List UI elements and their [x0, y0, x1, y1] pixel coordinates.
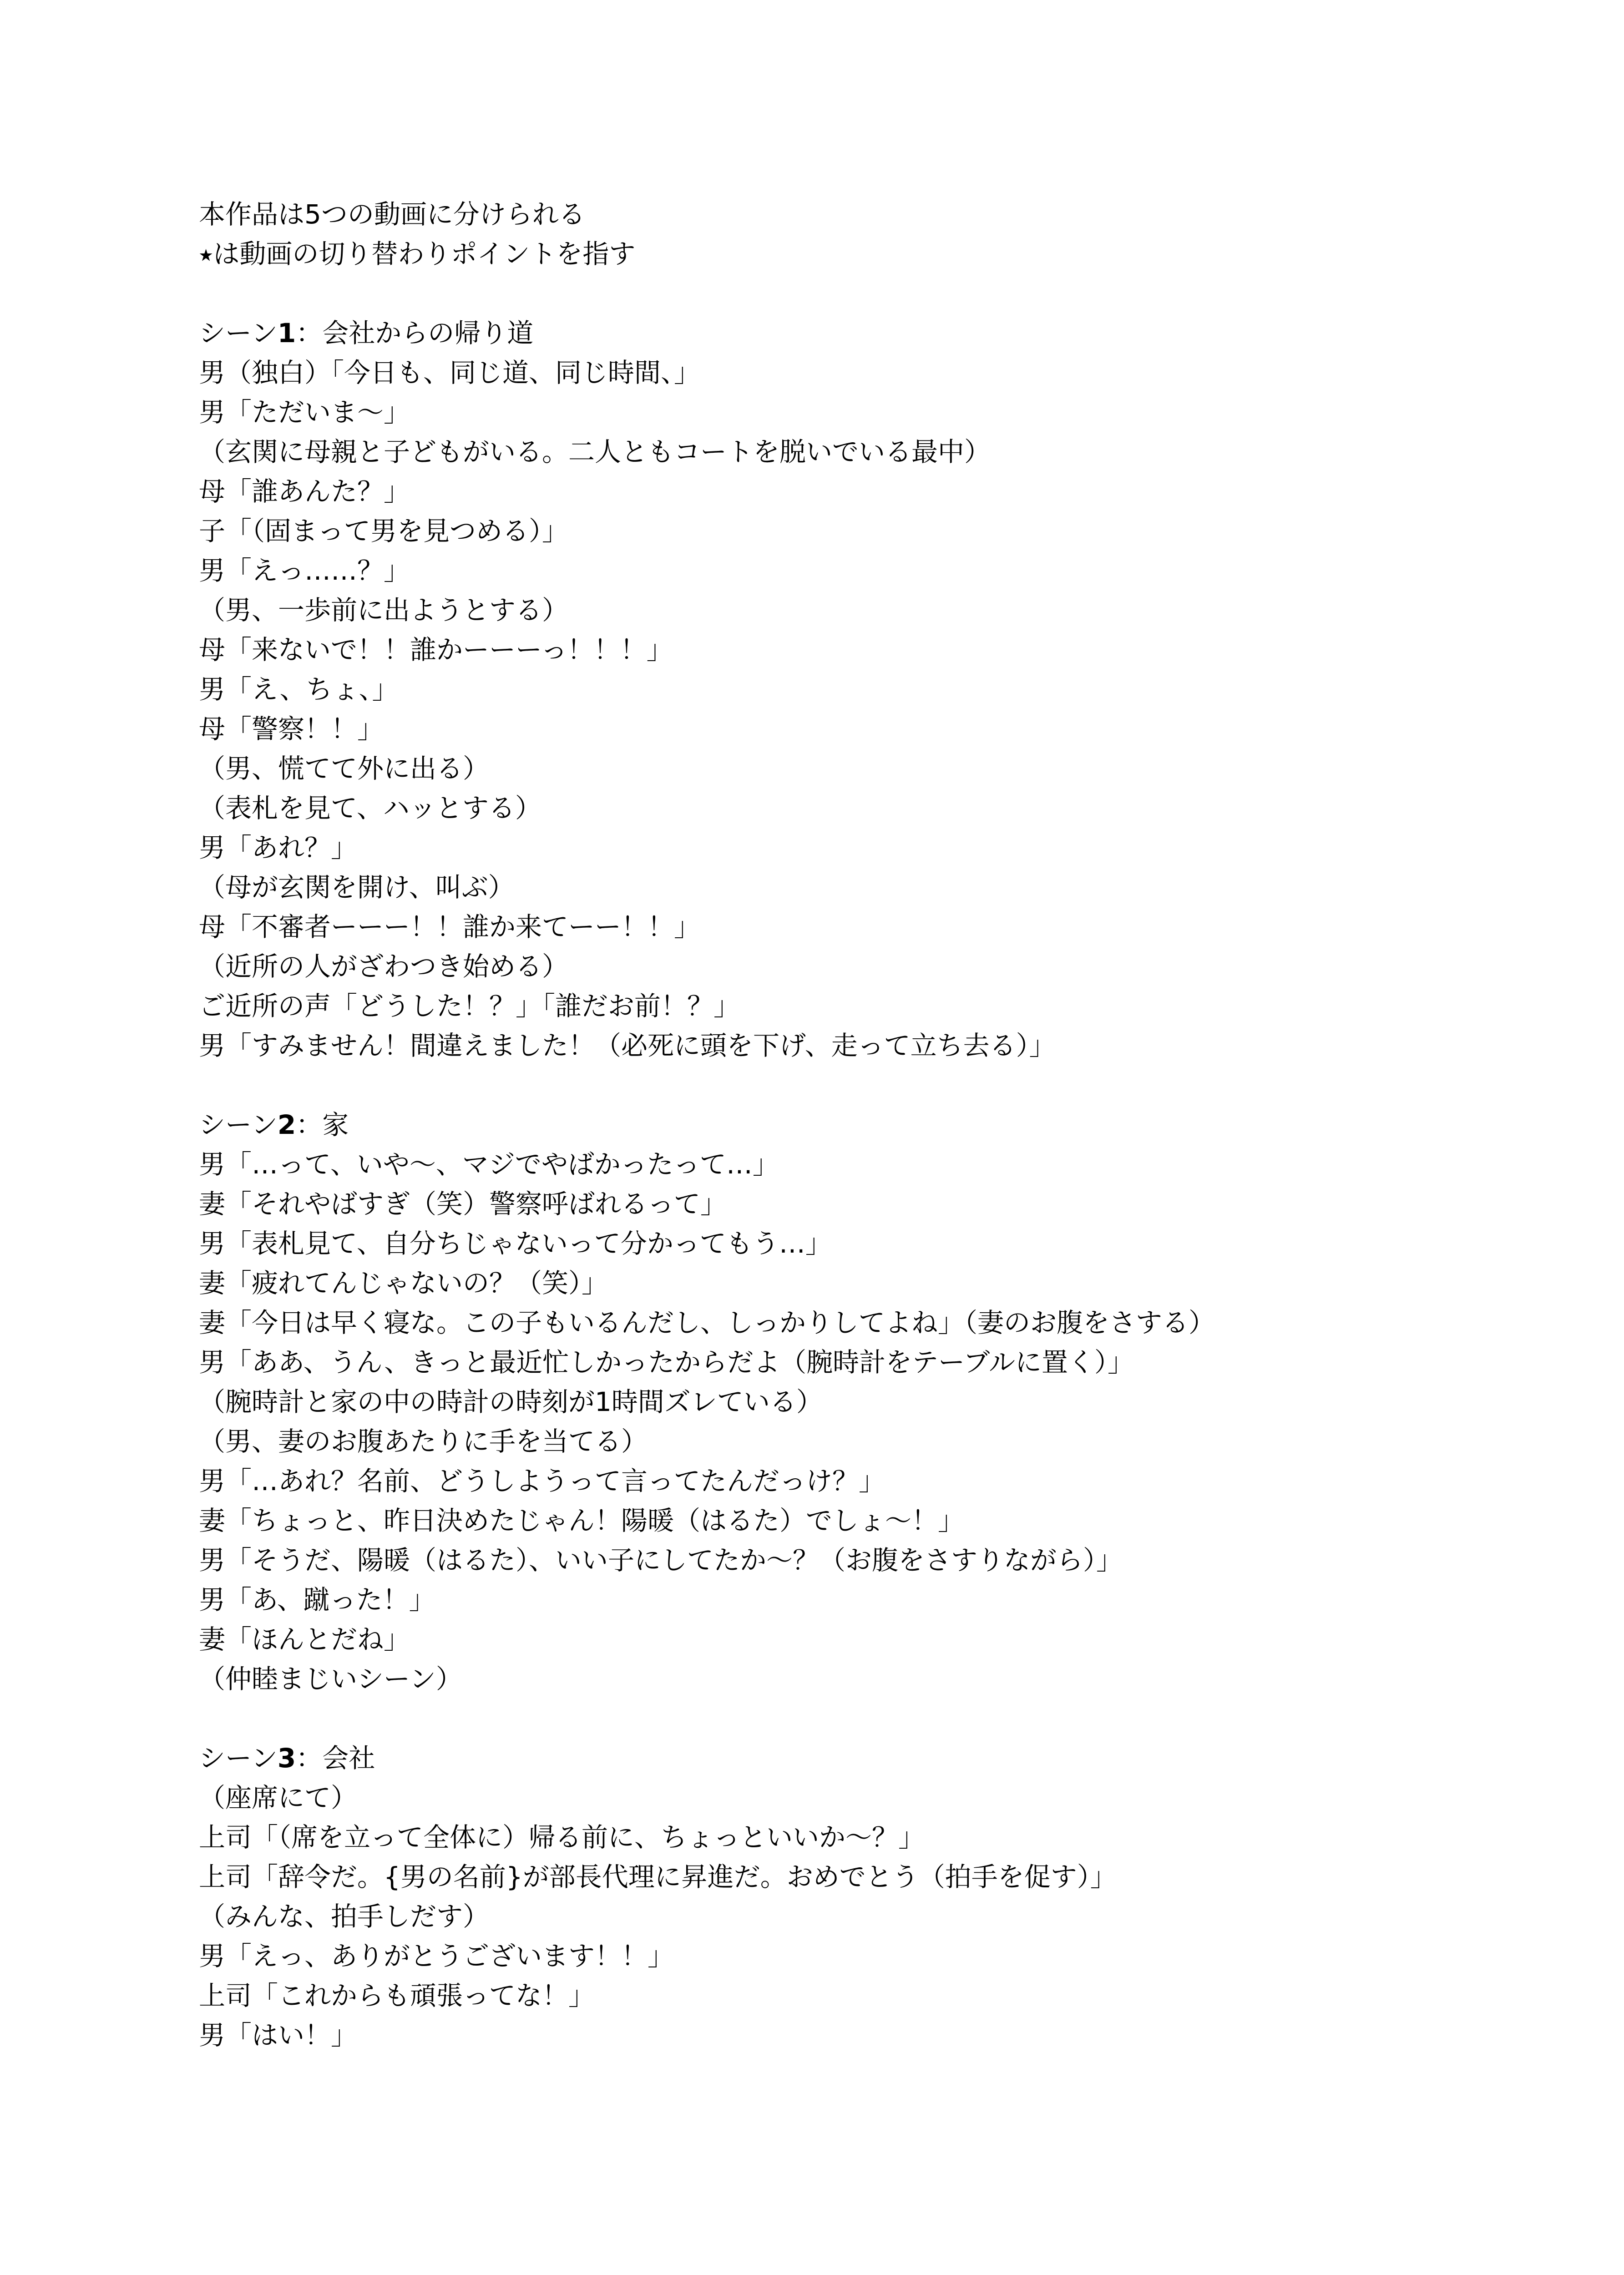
script-line: 男「え、ちょ、」	[199, 674, 399, 705]
script-line: （座席にて）	[199, 1782, 358, 1813]
script-line: 男「えっ……？」	[199, 555, 410, 586]
script-line: 上司「（席を立って全体に）帰る前に、ちょっといいか〜？」	[199, 1822, 925, 1853]
blank-line	[199, 1699, 1564, 1739]
script-line: 男「そうだ、陽暖（はるた）、いい子にしてたか〜？（お腹をさすりながら）」	[199, 1545, 1123, 1576]
script-line: （男、一歩前に出ようとする）	[199, 595, 569, 626]
script-line: 妻「ちょっと、昨日決めたじゃん！陽暖（はるた）でしょ〜！」	[199, 1505, 965, 1536]
script-line: 男「すみません！間違えました！（必死に頭を下げ、走って立ち去る）」	[199, 1030, 1056, 1061]
blank-line	[199, 274, 1564, 313]
scene-heading	[199, 1739, 1564, 1778]
scene-heading-title: ：会社	[296, 1743, 375, 1774]
script-line: ご近所の声「どうした！？」「誰だお前！？」	[199, 991, 740, 1021]
script-line: （母が玄関を開け、叫ぶ）	[199, 872, 515, 903]
script-line: （仲睦まじいシーン）	[199, 1663, 462, 1694]
script-line: 妻「今日は早く寝な。この子もいるんだし、しっかりしてよね」（妻のお腹をさする）	[199, 1307, 1215, 1338]
scene-heading-prefix: シーン	[199, 1109, 278, 1140]
blank-line	[199, 1066, 1564, 1105]
scene-heading-prefix: シーン	[199, 1743, 278, 1774]
script-line: （男、妻のお腹あたりに手を当てる）	[199, 1426, 648, 1457]
script-line: （近所の人がざわつき始める）	[199, 951, 569, 982]
script-line: （腕時計と家の中の時計の時刻が1時間ズレている）	[199, 1386, 823, 1417]
script-line: 男「えっ、ありがとうございます！！」	[199, 1941, 674, 1972]
script-line: 妻「ほんとだね」	[199, 1624, 410, 1655]
script-line: （表札を見て、ハッとする）	[199, 793, 541, 824]
script-line: 男「あ、蹴った！」	[199, 1584, 435, 1615]
scene-heading-prefix: シーン	[199, 318, 278, 349]
script-line: 上司「これからも頑張ってな！」	[199, 1980, 595, 2011]
script-line: 男「ただいま〜」	[199, 397, 410, 428]
script-line: 妻「疲れてんじゃないの？（笑）」	[199, 1268, 608, 1299]
script-line: 母「来ないで！！誰かーーーっ！！！」	[199, 634, 673, 665]
script-line: 母「誰あんた？」	[199, 476, 410, 507]
scene-heading-number: 2	[277, 1109, 296, 1140]
intro-line: ⭑は動画の切り替わりポイントを指す	[199, 238, 636, 269]
script-line: 男「表札見て、自分ちじゃないって分かってもう…」	[199, 1228, 832, 1259]
script-body	[199, 195, 1564, 2055]
scene-heading-title: ：会社からの帰り道	[296, 318, 534, 349]
script-line: 男「はい！」	[199, 2020, 358, 2051]
script-line: （玄関に母親と子どもがいる。二人ともコートを脱いでいる最中）	[199, 436, 991, 467]
scene-heading	[199, 1105, 1564, 1145]
scene-heading-number: 3	[277, 1743, 296, 1774]
script-line: 子「（固まって男を見つめる）」	[199, 516, 569, 546]
script-line: 上司「辞令だ。{男の名前}が部長代理に昇進だ。おめでとう（拍手を促す）」	[199, 1861, 1117, 1892]
script-line: 母「不審者ーーー！！誰か来てーー！！」	[199, 911, 701, 942]
scene-heading-title: ：家	[296, 1109, 349, 1140]
script-line: 男「…って、いや〜、マジでやばかったって…」	[199, 1149, 779, 1180]
script-line: 男「あれ？」	[199, 832, 358, 863]
script-line: 男「…あれ？名前、どうしようって言ってたんだっけ？」	[199, 1466, 885, 1496]
scene-heading	[199, 313, 1564, 353]
script-line: （男、慌てて外に出る）	[199, 753, 490, 784]
script-line: 妻「それやばすぎ（笑）警察呼ばれるって」	[199, 1188, 727, 1219]
script-line: 男（独白）「今日も、同じ道、同じ時間、」	[199, 357, 701, 388]
scene-heading-number: 1	[277, 318, 296, 349]
script-line: 母「警察！！」	[199, 713, 384, 744]
script-line: 男「ああ、うん、きっと最近忙しかったからだよ（腕時計をテーブルに置く）」	[199, 1347, 1134, 1378]
script-line: （みんな、拍手しだす）	[199, 1901, 490, 1932]
intro-line: 本作品は5つの動画に分けられる	[199, 199, 585, 230]
